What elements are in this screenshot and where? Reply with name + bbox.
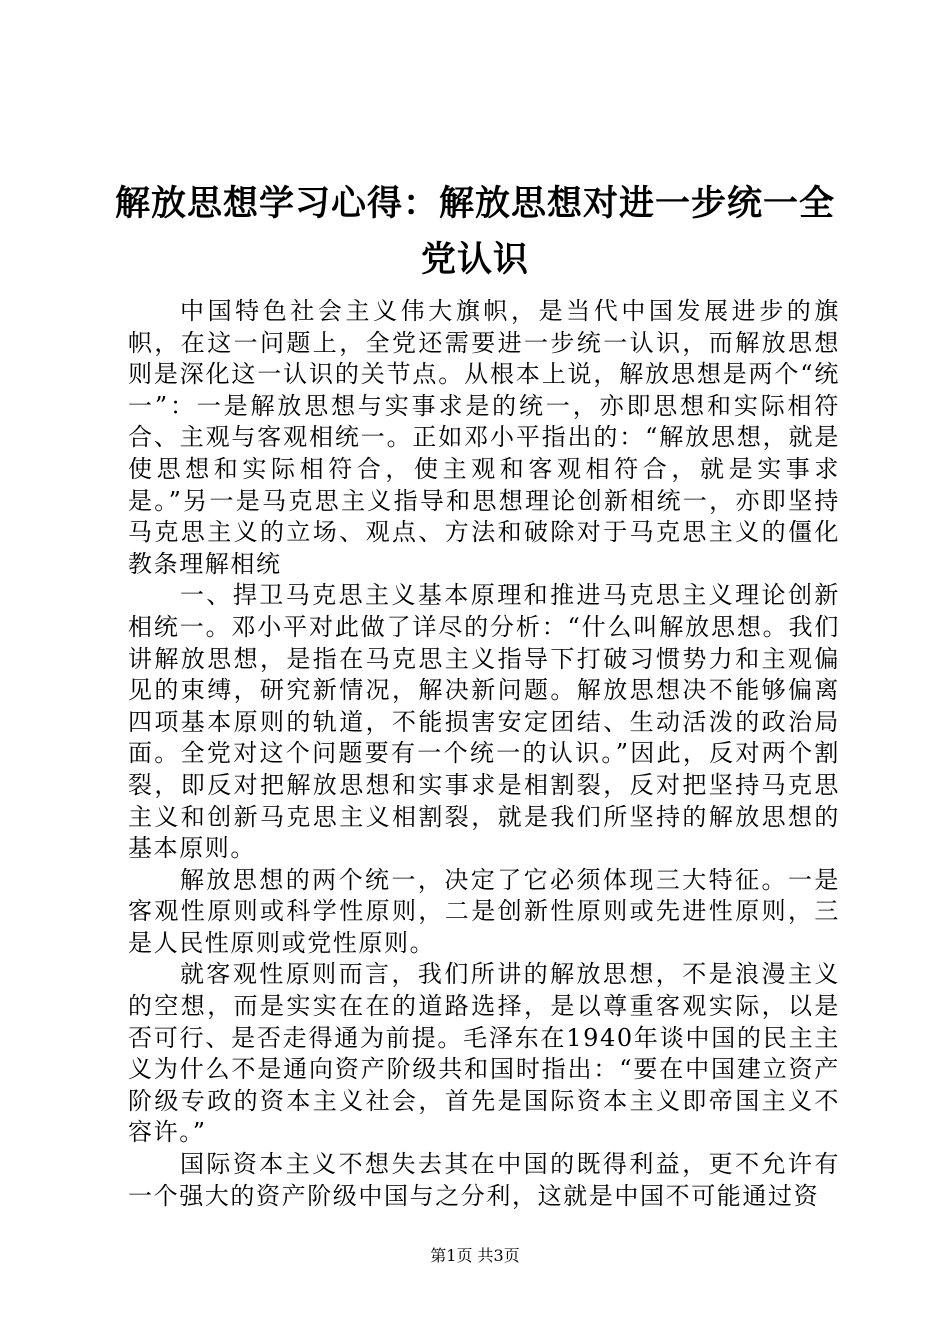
paragraph-1: 中国特色社会主义伟大旗帜，是当代中国发展进步的旗帜，在这一问题上，全党还需要进一步统一认识，而解放思想则是深化这一认识的关节点。从根本上说，解放思想是两个“统一”：一是解放思想与实事求是的统一，亦即思想和实际相符合、主观与客观相统一。正如邓小平指出的：“解放思想，就是使思想和实际相符合，使主观和客观相符合，就是实事求是。”另一是马克思主义指导和思想理论创新相统一，亦即坚持马克思主义的立场、观点、方法和破除对于马克思主义的僵化教条理解相统 (128, 297, 840, 578)
document-title: 解放思想学习心得：解放思想对进一步统一全党认识 (114, 184, 835, 280)
page-footer: 第1页 共3页 (430, 1246, 520, 1265)
paragraph-2: 一、捍卫马克思主义基本原理和推进马克思主义理论创新相统一。邓小平对此做了详尽的分析：“什么叫解放思想。我们讲解放思想，是指在马克思主义指导下打破习惯势力和主观偏见的束缚，研究新情况，解决新问题。解放思想决不能够偏离四项基本原则的轨道，不能损害安定团结、生动活泼的政治局面。全党对这个问题要有一个统一的认识。”因此，反对两个割裂，即反对把解放思想和实事求是相割裂，反对把坚持马克思主义和创新马克思主义相割裂，就是我们所坚持的解放思想的基本原则。 (128, 581, 840, 863)
paragraph-3: 解放思想的两个统一，决定了它必须体现三大特征。一是客观性原则或科学性原则，二是创新性原则或先进性原则，三是人民性原则或党性原则。 (128, 865, 840, 957)
document-body (128, 296, 840, 1212)
paragraph-5: 国际资本主义不想失去其在中国的既得利益，更不允许有一个强大的资产阶级中国与之分利，这就是中国不可能通过资 (128, 1150, 840, 1210)
paragraph-4: 就客观性原则而言，我们所讲的解放思想，不是浪漫主义的空想，而是实实在在的道路选择，是以尊重客观实际，以是否可行、是否走得通为前提。毛泽东在1940年谈中国的民主主义为什么不是通向资产阶级共和国时指出：“要在中国建立资产阶级专政的资本主义社会，首先是国际资本主义即帝国主义不容许。” (128, 960, 840, 1147)
